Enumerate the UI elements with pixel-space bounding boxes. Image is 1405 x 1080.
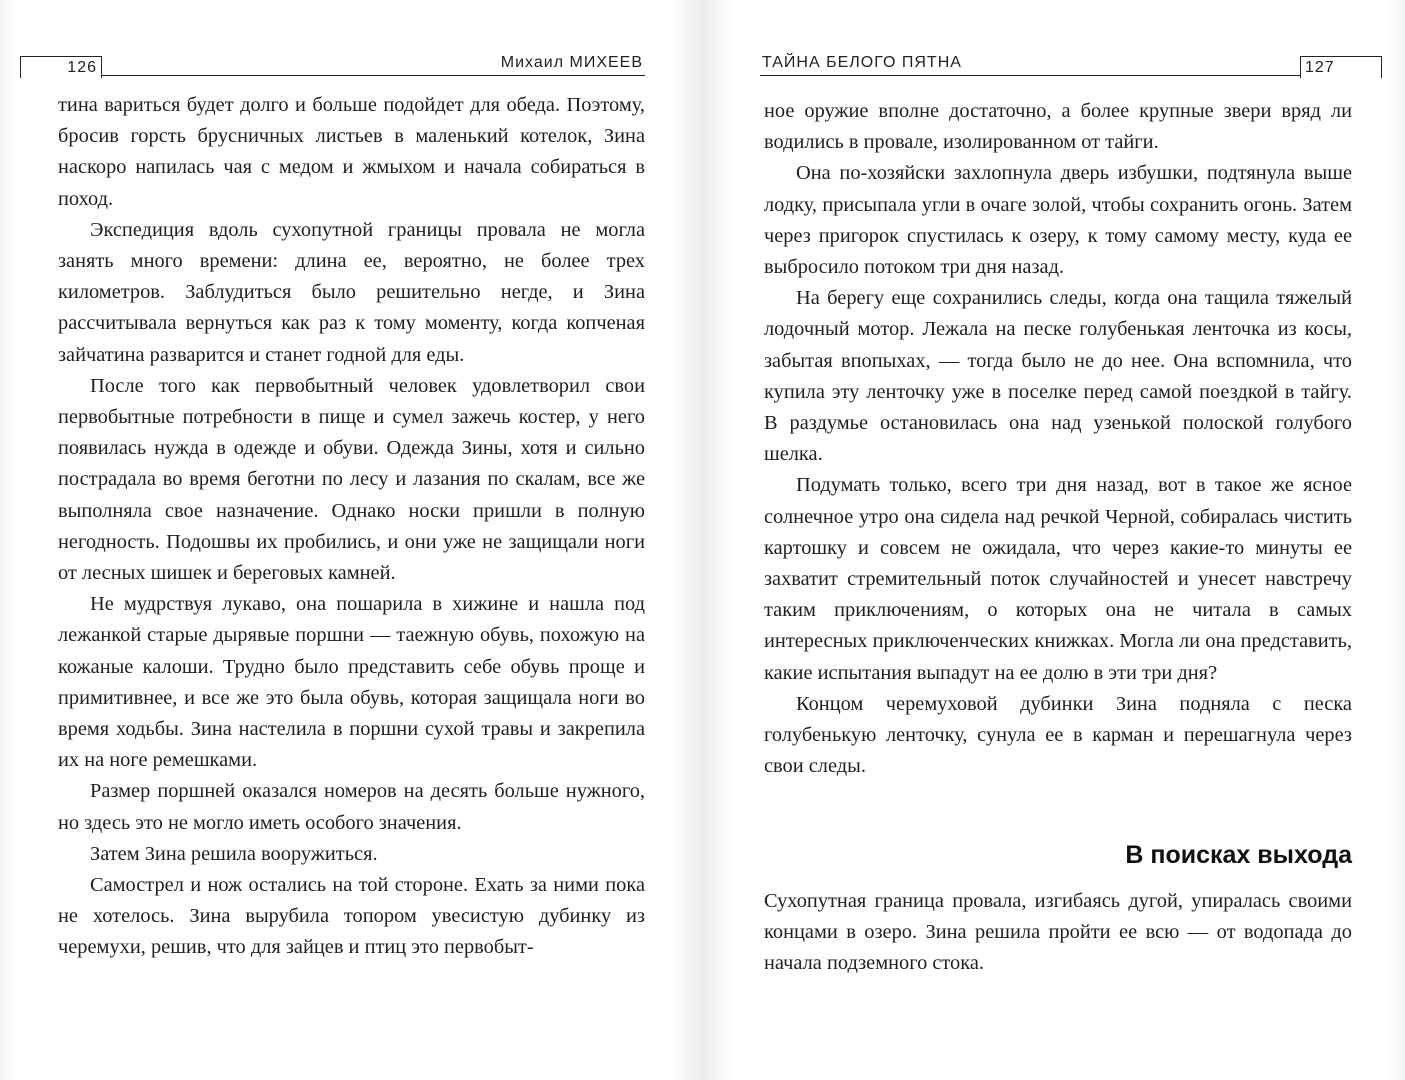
- header-rule: [20, 75, 645, 76]
- right-page: [702, 0, 1405, 1080]
- right-running-header: [760, 50, 1382, 76]
- paragraph: ное оружие вполне достаточно, а более крупные звери вряд ли водились в провале, изолированном от тайги.: [764, 100, 1352, 154]
- running-head-author: Михаил МИХЕЕВ: [500, 54, 643, 71]
- left-body-text: [58, 90, 645, 964]
- section-heading: В поисках выхода: [1125, 841, 1352, 869]
- header-rule: [760, 75, 1382, 76]
- page-number: 126: [20, 56, 102, 78]
- left-page: [0, 0, 702, 1080]
- paragraph: На берегу еще сохранились следы, когда она тащила тяжелый лодочный мотор. Лежала на песке голубенькая ленточка из косы, забытая впопыхах, — тогда было не до нее. Она вспомнила, что купила эту ленточку уже в поселке перед самой поездкой в тайгу. В раздумье остановилась она над узенькой полоской голубого шелка.: [764, 287, 1352, 466]
- page-number: 127: [1300, 56, 1382, 78]
- paragraph: Сухопутная граница провала, изгибаясь дугой, упиралась своими концами в озеро. Зина решила пройти ее всю — от водопада до начала подземного стока.: [764, 890, 1352, 975]
- right-body-text: [764, 96, 1352, 782]
- left-running-header: [20, 50, 645, 76]
- paragraph: Самострел и нож остались на той стороне. Ехать за ними пока не хотелось. Зина вырубила топором увесистую дубинку из черемухи, решив, что для зайцев и птиц это первобыт-: [58, 874, 645, 959]
- paragraph: Экспедиция вдоль сухопутной границы провала не могла занять много времени: длина ее, вероятно, не более трех километров. Заблудиться было решительно негде, и Зина рассчитывала вернуться как раз к тому моменту, когда копченая зайчатина разварится и станет годной для еды.: [58, 218, 645, 366]
- running-head-title: ТАЙНА БЕЛОГО ПЯТНА: [762, 54, 962, 71]
- paragraph: Концом черемуховой дубинки Зина подняла с песка голубенькую ленточку, сунула ее в карман и перешагнула через свои следы.: [764, 692, 1352, 778]
- section-body-text: [764, 886, 1352, 980]
- paragraph: После того как первобытный человек удовлетворил свои первобытные потребности в пище и сумел зажечь костер, у него появилась нужда в одежде и обуви. Одежда Зины, хотя и сильно пострадала во время беготни по лесу и лазания по скалам, все же выполняла свое назначение. Однако носки пришли в полную негодность. Подошвы их пробились, и они уже не защищали ноги от лесных шишек и береговых камней.: [58, 374, 645, 585]
- paragraph: Не мудрствуя лукаво, она пошарила в хижине и нашла под лежанкой старые дырявые поршни — таежную обувь, похожую на кожаные калоши. Трудно было представить себе обувь проще и примитивнее, и все же это была обувь, которая защищала ноги во время ходьбы. Зина настелила в поршни сухой травы и закрепила их на ноге ремешками.: [58, 593, 645, 772]
- paragraph: Подумать только, всего три дня назад, вот в такое же ясное солнечное утро она сидела над речкой Черной, собиралась чистить картошку и совсем не ожидала, что через какие-то минуты ее захватит стремительный поток случайностей и унесет навстречу таким приключениям, о которых она не читала в самых интересных приключенческих книжках. Могла ли она представить, какие испытания выпадут на ее долю в эти три дня?: [764, 474, 1352, 684]
- paragraph: Размер поршней оказался номеров на десять больше нужного, но здесь это не могло иметь особого значения.: [58, 780, 645, 834]
- paragraph: Она по-хозяйски захлопнула дверь избушки, подтянула выше лодку, присыпала угли в очаге золой, чтобы сохранить огонь. Затем через пригорок спустилась к озеру, к тому самому месту, куда ее выбросило потоком три дня назад.: [764, 162, 1352, 279]
- paragraph: тина вариться будет долго и больше подойдет для обеда. Поэтому, бросив горсть брусничных листьев в маленький котелок, Зина наскоро напилась чая с медом и жмыхом и начала собираться в поход.: [58, 94, 645, 210]
- paragraph: Затем Зина решила вооружиться.: [90, 842, 378, 865]
